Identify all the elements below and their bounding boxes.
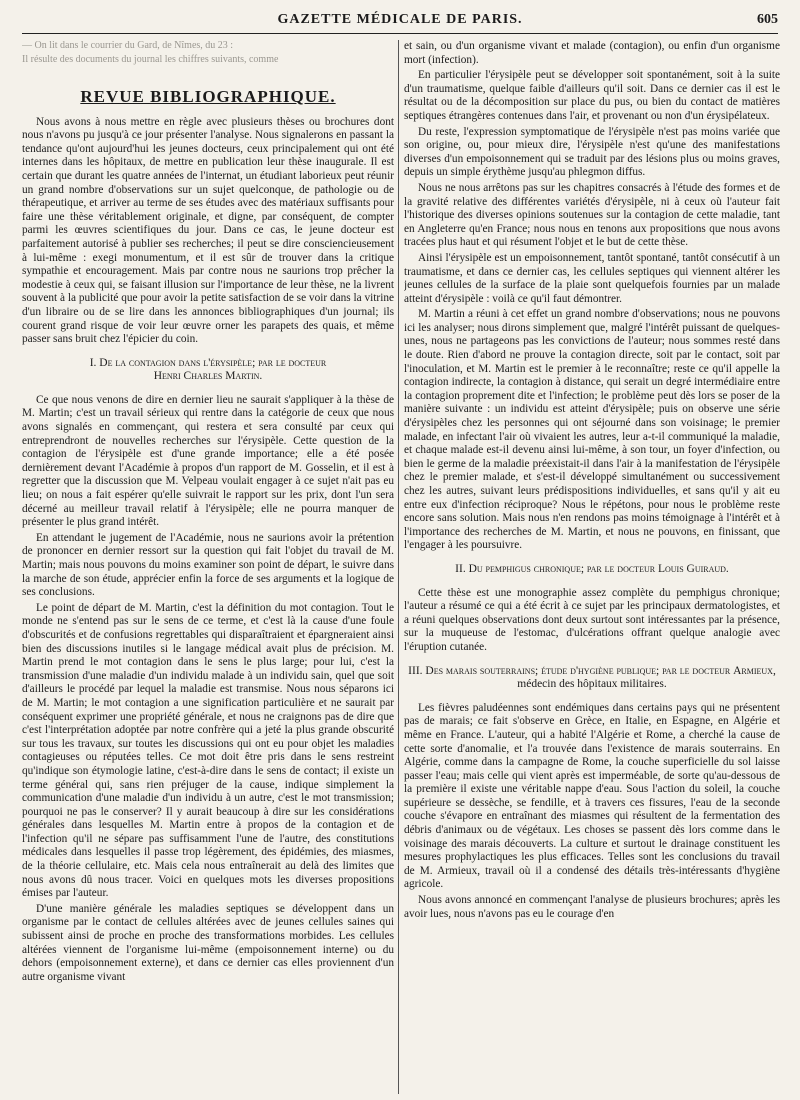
- bleed-through-line: Il résulte des documents du journal les chiffres suivants, comme: [22, 54, 279, 65]
- review-title-text: III. Des marais souterrains; étude d'hygiène publique; par le docteur: [408, 664, 731, 677]
- review-title-1: [22, 357, 394, 384]
- body-paragraph: En particulier l'érysipèle peut se développer soit spontanément, soit à la suite d'un traumatisme, quelque faible d'ailleurs qu'il soit. Dans ce dernier cas il est le résultat ou de la décomposition sur place du pus, ou bien du contact de matières septiques étrangères contenues dans l'air, et provenant ou non d'un érysipélateux.: [404, 69, 780, 122]
- review-title-text: II. Du pemphigus chronique; par le docteur: [455, 562, 656, 575]
- review-author: Louis Guiraud.: [657, 562, 729, 575]
- body-paragraph: D'une manière générale les maladies septiques se développent dans un organisme par le contact de cellules altérées avec de jeunes cellules saines qui subissent ainsi de proche en proche des transformations morbides. Les cellules altérées viennent de l'organisme lui-même (empoisonnement interne) ou du dehors (empoisonnement externe), et dans ce dernier cas elles proviennent d'un autre organisme vivant: [22, 902, 394, 983]
- review-author-suffix: , médecin des hôpitaux militaires.: [517, 664, 776, 691]
- body-paragraph: Ce que nous venons de dire en dernier lieu ne saurait s'appliquer à la thèse de M. Martin; c'est un travail sérieux qui rentre dans la catégorie de ceux que nous avons signalés en commençant, qui restera et sera consulté par ceux qui entreprendront de nouvelles recherches sur l'érysipèle. Cette question de la contagion de l'érysipèle est d'une grande importance; elle a été posée dernièrement devant l'Académie à propos d'un rapport de M. Gosselin, et il est à regretter que la discussion que M. Velpeau voulait engager à ce sujet n'ait pas eu lieu; on nous a fait espérer qu'elle suivrait le rapport sur les prix, dont l'un sera décerné au meilleur travail relatif à l'érysipèle; elle ne pourra manquer de présenter le plus grand intérêt.: [22, 393, 394, 529]
- review-author: Henri Charles Martin.: [153, 370, 263, 383]
- left-column: [22, 40, 394, 1096]
- right-column: [404, 40, 780, 1096]
- body-paragraph: Du reste, l'expression symptomatique de l'érysipèle n'est pas moins variée que son origine, ou, pour mieux dire, l'érysipèle n'est qu'une des manifestations diverses d'un empoisonnement qui se traduit par des lésions plus ou moins graves, depuis un simple érythème jusqu'au phlegmon diffus.: [404, 125, 780, 179]
- body-paragraph: Ainsi l'érysipèle est un empoisonnement, tantôt spontané, tantôt consécutif à un traumatisme, et dans ce dernier cas, les cellules septiques qui viennent altérer les jeunes cellules de la surface de la plaie sont quelquefois fournies par un malade atteint d'érysipèle : voilà ce qu'il faut démontrer.: [404, 251, 780, 305]
- bleed-through-line: — On lit dans le courrier du Gard, de Nîmes, du 23 :: [22, 40, 234, 51]
- review-title-3: [404, 665, 780, 692]
- body-paragraph: et sain, ou d'un organisme vivant et malade (contagion), ou enfin d'un organisme mort (infection).: [404, 40, 780, 66]
- body-paragraph: M. Martin a réuni à cet effet un grand nombre d'observations; nous ne pouvons ici les analyser; nous dirons simplement que, malgré l'intérêt puissant de quelques-unes, nous ne partageons pas les convictions de l'auteur; nous sommes resté dans le doute. Rien d'abord ne prouve la contagion directe, soit par le contact, soit par l'inoculation, et M. Martin est le premier à le reconnaître; reste ce qu'il appelle la contagion indirecte, la contagion à distance, qui serait un degré intermédiaire entre la contagion proprement dite et l'infection; le problème peut dès lors se poser de la manière suivante : un individu est atteint d'érysipèle; puis on observe une série d'érysipèles chez les personnes qui ont séjourné dans son voisinage; le premier malade, en infectant l'air où vivaient les autres, leur a-t-il communiqué la maladie, et chaque malade est-il devenu ainsi lui-même, à son tour, un foyer d'infection, ou bien le germe de la maladie préexistait-il dans l'air à la manifestation de l'érysipèle chez le premier malade, et s'est-il développé simultanément ou successivement chez les autres, suivant leurs prédispositions individuelles, et sans qu'il y ait eu entre eux d'infection réciproque? Nous le répétons, pour nous le problème reste encore sans solution. Mais nous n'en rendons pas moins témoignage à l'intérêt et à l'importance des recherches de M. Martin, et nous ne pouvons, en finissant, que l'engager à les poursuivre.: [404, 308, 780, 552]
- section-heading: REVUE BIBLIOGRAPHIQUE.: [80, 87, 336, 106]
- body-paragraph: Cette thèse est une monographie assez complète du pemphigus chronique; l'auteur a résumé ce qui a été écrit à ce sujet par les principaux dermatologistes, et a réuni quelques observations dont deux surtout sont intéressantes par la présence, sur la muqueuse de l'estomac, d'ulcérations offrant quelque analogie avec l'éruption cutanée.: [404, 586, 780, 653]
- body-paragraph: En attendant le jugement de l'Académie, nous ne saurions avoir la prétention de prononcer en dernier ressort sur la question qui fait l'objet du travail de M. Martin; mais nous pouvons du moins examiner son point de départ, le suivre dans la marche de son étude, apprécier enfin la force de ses arguments et la logique de ses conclusions.: [22, 531, 394, 599]
- review-title-2: [404, 563, 780, 577]
- page-number: 605: [757, 12, 778, 27]
- body-paragraph: Le point de départ de M. Martin, c'est la définition du mot contagion. Tout le monde ne s'entend pas sur le sens de ce terme, et c'est là la cause d'une foule d'obscurités et de confusions regrettables qui disparaîtraient et épargneraient ainsi bien des discussions inutiles si le langage médical avait plus de précision. M. Martin prend le mot contagion dans le sens le plus large; pour lui, c'est la transmission d'une maladie d'un individu malade à un individu sain, quel que soit d'ailleurs le procédé par lequel la maladie est transmise. Nous nous séparons ici de M. Martin; le mot contagion a une signification particulière et ne saurait par conséquent exprimer une propriété générale, et nous ne craignons pas de dire que c'est l'interprétation adoptée par notre confrère qui a jeté la plus grande obscurité sur tous les travaux, sur toutes les discussions qui ont eu pour objet les maladies contagieuses ou réputées telles. Ce mot doit être pris dans le sens restreint qu'indique son étymologie latine, c'est-à-dire dans le sens de contact; il existe un terme général qui, sans rien préjuger de la cause, indique simplement la communication d'une maladie d'un individu à un autre, c'est le mot transmission; pourquoi ne pas le conserver? Il y aurait beaucoup à dire sur les considérations générales dans lesquelles M. Martin entre à propos de la contagion et de l'infection qu'il ne sépare pas suffisamment l'une de l'autre, des constitutions médicales dans lesquelles il passe trop légèrement, des épidémies, des miasmes, de la théorie cellulaire, etc. Mais cela nous entraînerait au delà des limites que nous avons dû nous tracer. Voici en quelques mots les diverses propositions émises par l'auteur.: [22, 601, 394, 900]
- body-paragraph: Nous ne nous arrêtons pas sur les chapitres consacrés à l'étude des formes et de la gravité relative des différentes variétés d'érysipèle, ni à ceux où l'auteur fait l'historique des diverses opinions soutenues sur la contagion de cette maladie, tant en Angleterre qu'en France; nous nous en tenons aux propositions que nous avons tracées plus haut et qui résument l'objet et le but de cette thèse.: [404, 181, 780, 249]
- review-title-text: I. De la contagion dans l'érysipèle; par le docteur: [89, 356, 327, 369]
- page-header: [22, 10, 778, 34]
- intro-paragraph: Nous avons à nous mettre en règle avec plusieurs thèses ou brochures dont nous n'avons pu jusqu'à ce jour présenter l'analyse. Nous signalerons en passant la tendance qu'ont aujourd'hui les jeunes docteurs, ceux principalement qui ont été internes dans les hôpitaux, de mettre en publication leur thèse inaugurale. Il est certain que durant les quatre années de l'internat, un étudiant laborieux peut réunir un grand nombre d'observations sur un sujet quelconque, de pathologie ou de thérapeutique, et arriver au terme de ses études avec des matériaux suffisants pour faire une thèse véritablement originale, et digne, par conséquent, de compter parmi les œuvres scientifiques du jour. Dans ce cas, le jeune docteur est parfaitement autorisé à publier ses recherches; il peut se dire consciencieusement à lui-même : exegi monumentum, et il est sûr de trouver dans la critique sympathie et encouragement. Mais par contre nous ne saurions trop prêcher la modestie à ceux qui, se faisant illusion sur l'importance de leur thèse, ne la livrent souvent à la publicité que pour avoir la petite satisfaction de se voir dans la vitrine d'un libraire ou de se lire dans les annonces bibliographiques d'un journal; ils courent grand risque de voir leur œuvre orner les parapets des quais, et même passer sans bruit chez l'épicier du coin.: [22, 115, 394, 346]
- review-author: Armieux: [733, 664, 773, 677]
- body-paragraph: Les fièvres paludéennes sont endémiques dans certains pays qui ne présentent pas de marais; ce fait s'observe en Grèce, en Italie, en Espagne, en Algérie et même en France. L'auteur, qui a habité l'Algérie et Rome, a cherché la cause de cette sorte d'anomalie, et l'a trouvée dans l'existence de marais souterrains. En Algérie, comme dans la campagne de Rome, la couche superficielle du sol laisse passer l'eau; mais celle qui vient après est imperméable, de sorte qu'au-dessous de la première il existe une véritable nappe d'eau. Sous l'action du soleil, la couche supérieure se dessèche, se fendille, et à travers ces fissures, l'eau de la seconde couche s'évapore en entraînant des miasmes qui résultent de la fermentation des débris d'animaux ou de végétaux. Les choses se passent dès lors comme dans le voisinage des marais découverts. La culture et surtout le drainage constituent les mesures prophylactiques les plus efficaces. Telles sont les conclusions du travail de M. Armieux, travail où il a condensé des détails très-intéressants d'hygiène agricole.: [404, 701, 780, 891]
- body-paragraph: Nous avons annoncé en commençant l'analyse de plusieurs brochures; après les avoir lues, nous n'avons pas eu le courage d'en: [404, 894, 780, 920]
- column-divider: [398, 40, 399, 1094]
- journal-title: GAZETTE MÉDICALE DE PARIS.: [277, 12, 523, 27]
